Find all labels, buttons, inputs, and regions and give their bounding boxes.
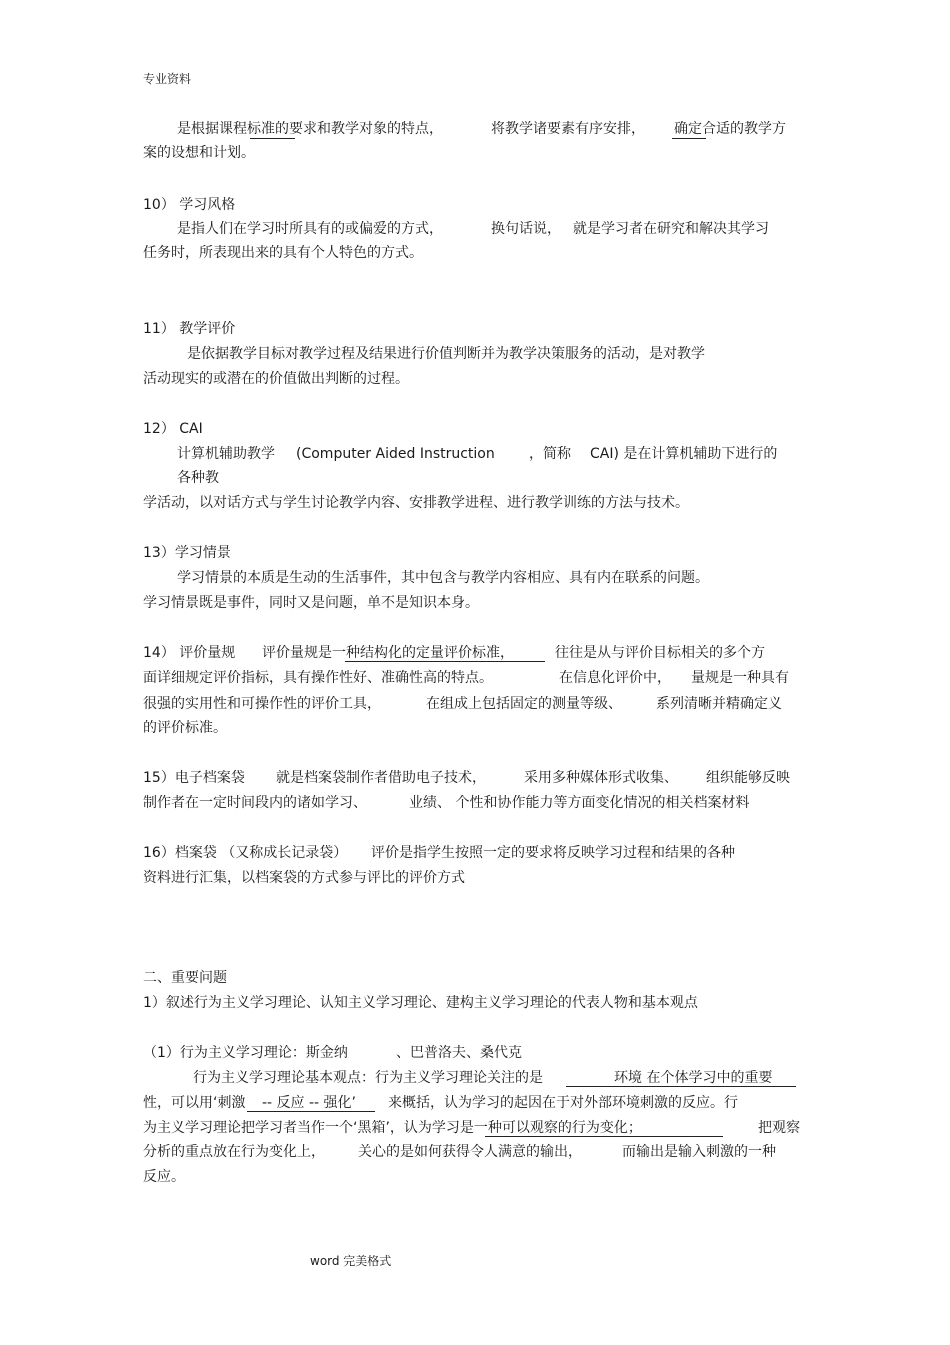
section-11-title: 11） 教学评价 — [143, 321, 236, 337]
section-15-line-1a: 就是档案袋制作者借助电子技术， — [276, 770, 486, 786]
section-14-line-1b: 往往是从与评价目标相关的多个方 — [555, 645, 765, 661]
section-10-line-1c: 就是学习者在研究和解决其学习 — [573, 221, 769, 237]
subsection-1a: （1）行为主义学习理论：斯金纳 — [143, 1045, 348, 1061]
para-line-5: 反应。 — [143, 1169, 185, 1185]
section-14-line-2a: 面详细规定评价指标，具有操作性好、准确性高的特点。 — [143, 670, 493, 686]
section-12-title: 12） CAI — [143, 421, 203, 437]
section-14-line-3b: 在组成上包括固定的测量等级、 — [426, 696, 622, 712]
underline — [672, 138, 706, 139]
section-11-line-1: 是依据教学目标对教学过程及结果进行价值判断并为教学决策服务的活动，是对教学 — [187, 346, 705, 362]
section-16-line-2: 资料进行汇集，以档案袋的方式参与评比的评价方式 — [143, 870, 465, 886]
para-line-1a: 行为主义学习理论基本观点：行为主义学习理论关注的是 — [193, 1070, 543, 1086]
section-16-title: 16）档案袋 （又称成长记录袋） — [143, 845, 348, 861]
underline — [566, 1086, 796, 1087]
para-line-4b: 关心的是如何获得令人满意的输出， — [358, 1144, 582, 1160]
question-1: 1）叙述行为主义学习理论、认知主义学习理论、建构主义学习理论的代表人物和基本观点 — [143, 995, 698, 1011]
underline — [345, 661, 545, 662]
subsection-1b: 、巴普洛夫、桑代克 — [396, 1045, 522, 1061]
section-10-line-1a: 是指人们在学习时所具有的或偏爱的方式， — [177, 221, 443, 237]
intro-line-1a: 是根据课程标准的要求和教学对象的特点， — [177, 121, 443, 137]
section-15-title: 15）电子档案袋 — [143, 770, 245, 786]
section-14-line-4: 的评价标准。 — [143, 720, 227, 736]
para-line-4a: 分析的重点放在行为变化上， — [143, 1144, 325, 1160]
section-12-line-1a: 计算机辅助教学 — [177, 446, 275, 462]
section-13-line-1: 学习情景的本质是生动的生活事件，其中包含与教学内容相应、具有内在联系的问题。 — [177, 570, 709, 586]
intro-line-2: 案的设想和计划。 — [143, 145, 255, 161]
section-13-line-2: 学习情景既是事件，同时又是问题，单不是知识本身。 — [143, 595, 479, 611]
para-line-2c: 来概括，认为学习的起因在于对外部环境刺激的反应。行 — [388, 1095, 738, 1111]
section-14-line-3a: 很强的实用性和可操作性的评价工具， — [143, 696, 381, 712]
section-12-line-2: 各种教 — [177, 470, 219, 486]
intro-line-1c: 确定合适的教学方 — [674, 121, 786, 137]
section-12-line-1c: ，简称 — [529, 446, 571, 462]
section-15-line-2a: 制作者在一定时间段内的诸如学习、 — [143, 795, 367, 811]
para-line-2a: 性，可以用‘刺激 — [143, 1095, 246, 1111]
intro-line-1b: 将教学诸要素有序安排， — [491, 121, 645, 137]
section-14-line-2c: 量规是一种具有 — [691, 670, 789, 686]
underline — [485, 1136, 723, 1137]
section-15-line-1b: 采用多种媒体形式收集、 — [524, 770, 678, 786]
section-14-title: 14） 评价量规 — [143, 645, 236, 661]
section-11-line-2: 活动现实的或潜在的价值做出判断的过程。 — [143, 371, 409, 387]
section-14-line-1a: 评价量规是一种结构化的定量评价标准， — [262, 645, 514, 661]
page-footer: word 完美格式 — [310, 1254, 392, 1268]
section-15-line-1c: 组织能够反映 — [706, 770, 790, 786]
section-14-line-2b: 在信息化评价中， — [559, 670, 671, 686]
para-line-2b: -- 反应 -- 强化’ — [262, 1095, 357, 1111]
section-15-line-2b: 业绩、 个性和协作能力等方面变化情况的相关档案材料 — [409, 795, 750, 811]
page-header: 专业资料 — [143, 72, 192, 86]
section-10-line-1b: 换句话说， — [491, 221, 561, 237]
section-16-line-1: 评价是指学生按照一定的要求将反映学习过程和结果的各种 — [371, 845, 735, 861]
part-2-heading: 二、重要问题 — [143, 970, 227, 986]
para-line-3a: 为主义学习理论把学习者当作一个‘黑箱’，认为学习是一种可以观察的行为变化； — [143, 1120, 642, 1136]
underline — [247, 1111, 375, 1112]
underline — [250, 138, 295, 139]
section-10-line-2: 任务时，所表现出来的具有个人特色的方式。 — [143, 245, 423, 261]
section-12-line-1b: (Computer Aided Instruction — [296, 446, 495, 462]
para-line-4c: 而输出是输入刺激的一种 — [622, 1144, 776, 1160]
section-10-title: 10） 学习风格 — [143, 197, 236, 213]
section-12-line-1d: CAI) 是在计算机辅助下进行的 — [590, 446, 778, 462]
section-12-line-3: 学活动，以对话方式与学生讨论教学内容、安排教学进程、进行教学训练的方法与技术。 — [143, 495, 689, 511]
para-line-1b: 环境 在个体学习中的重要 — [614, 1070, 773, 1086]
section-13-title: 13）学习情景 — [143, 545, 231, 561]
section-14-line-3c: 系列清晰并精确定义 — [656, 696, 782, 712]
para-line-3b: 把观察 — [758, 1120, 800, 1136]
